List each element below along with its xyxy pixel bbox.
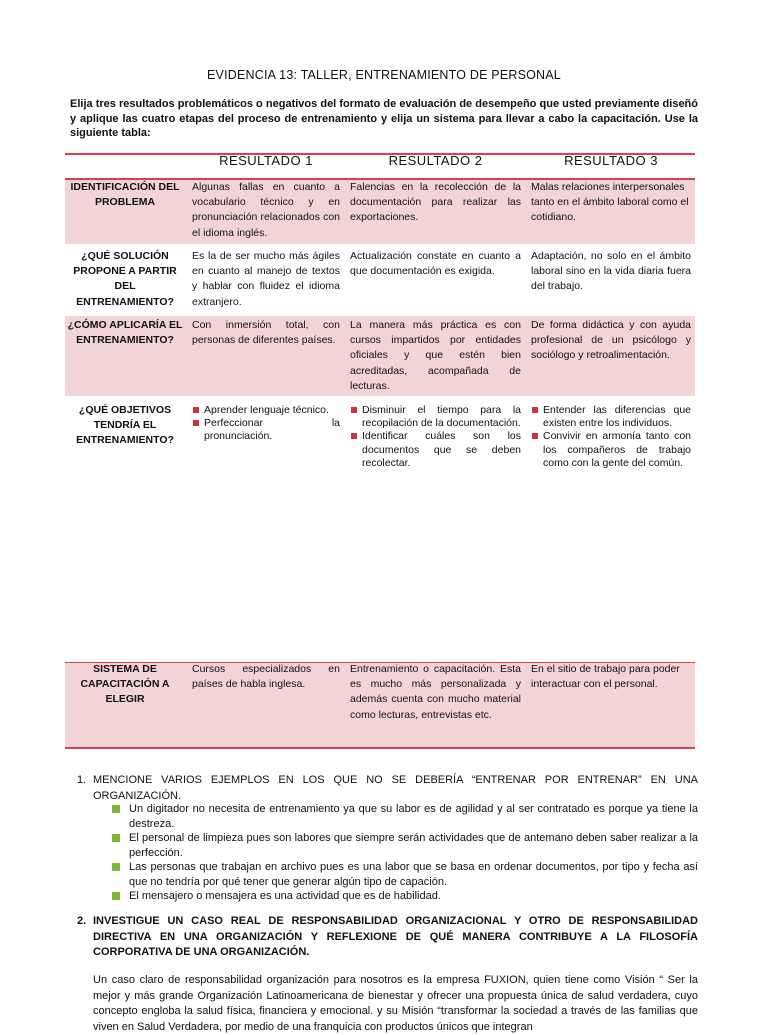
- objectives-cell: [192, 404, 340, 444]
- table-cell: Cursos especializados en países de habla inglesa.: [192, 663, 340, 691]
- table-cell: Algunas fallas en cuanto a vocabulario técnico y en pronunciación relacionados con el idioma inglés.: [192, 181, 340, 239]
- list-item: Un digitador no necesita de entrenamiento ya que su labor es de agilidad y al ser contratado es porque ya tiene la destreza.: [112, 802, 698, 831]
- question-text: MENCIONE VARIOS EJEMPLOS EN LOS QUE NO SE DEBERÍA “ENTRENAR POR ENTRENAR” EN UNA ORGANIZACIÓN.: [93, 774, 698, 802]
- row-label: ¿CÓMO APLICARÍA EL ENTRENAMIENTO?: [67, 319, 183, 347]
- list-item: Perfeccionar la pronunciación.: [192, 417, 340, 443]
- bullet-icon: [351, 407, 357, 413]
- table-cell: Actualización constate en cuanto a que documentación es exigida.: [350, 250, 521, 278]
- bullet-icon: [193, 407, 199, 413]
- list-item: Entender las diferencias que existen entre los individuos.: [531, 404, 691, 430]
- list-item: El personal de limpieza pues son labores que siempre serán actividades que de antemano deben saber realizar a la perfección.: [112, 831, 698, 860]
- bullet-icon: [112, 892, 120, 900]
- table-bottom-rule: [65, 747, 695, 749]
- list-item: Disminuir el tiempo para la recopilación de la documentación.: [350, 404, 521, 430]
- bullet-icon: [112, 834, 120, 842]
- table-cell: En el sitio de trabajo para poder interactuar con el personal.: [531, 663, 680, 691]
- row-label: SISTEMA DE CAPACITACIÓN A ELEGIR: [80, 663, 170, 706]
- row-label: ¿QUÉ SOLUCIÓN PROPONE A PARTIR DEL ENTRENAMIENTO?: [73, 250, 177, 308]
- list-item: El mensajero o mensajera es una actividad que es de habilidad.: [112, 889, 698, 904]
- row-label: ¿QUÉ OBJETIVOS TENDRÍA EL ENTRENAMIENTO?: [76, 404, 174, 447]
- column-header-1: RESULTADO 1: [219, 153, 313, 168]
- list-item: Aprender lenguaje técnico.: [192, 404, 340, 417]
- table-cell: Es la de ser mucho más ágiles en cuanto al manejo de textos y hablar con fluidez el idioma extranjero.: [192, 250, 340, 308]
- list-item: Las personas que trabajan en archivo pues es una labor que se basa en ordenar documentos, por tipo y fecha así que no tendría por qué tener que generar algún tipo de capación.: [112, 860, 698, 889]
- question-number: 1.: [77, 774, 87, 786]
- table-cell: Con inmersión total, con personas de diferentes países.: [192, 319, 340, 347]
- list-item: Identificar cuáles son los documentos que se deben recolectar.: [350, 430, 521, 470]
- bullet-icon: [351, 433, 357, 439]
- bullet-icon: [532, 407, 538, 413]
- table-cell: Entrenamiento o capacitación. Esta es mucho más personalizada y además cuenta con mucho material como lecturas, entrevistas etc.: [350, 663, 521, 721]
- answer-text: Un caso claro de responsabilidad organización para nosotros es la empresa FUXION, quien tiene como Visión “ Ser la mejor y más grande Organización Latinoamericana de bienestar y ofrecer una propuesta única de salud verdadera, cuyo concepto engloba la salud física, financiera y emocional. y su Misión “transformar la sociedad a través de las familias que viven en Salud Verdadera, por medio de una franquicia con productos únicos que integran: [93, 974, 698, 1033]
- table-cell: La manera más práctica es con cursos impartidos por entidades oficiales y que estén bien acreditadas, acompañada de lecturas.: [350, 319, 521, 392]
- list-item: Convivir en armonía tanto con los compañeros de trabajo como con la gente del común.: [531, 430, 691, 470]
- table-cell: Falencias en la recolección de la documentación para realizar las exportaciones.: [350, 181, 521, 224]
- objectives-cell: [350, 404, 521, 470]
- row-label: IDENTIFICACIÓN DEL PROBLEMA: [70, 181, 180, 209]
- bullet-icon: [532, 433, 538, 439]
- column-header-2: RESULTADO 2: [388, 153, 483, 168]
- objectives-cell: [531, 404, 691, 470]
- example-list: [112, 802, 698, 904]
- bullet-icon: [112, 805, 120, 813]
- bullet-icon: [112, 863, 120, 871]
- question-number: 2.: [77, 915, 87, 927]
- table-cell: Malas relaciones interpersonales tanto en el ámbito laboral como el cotidiano.: [531, 181, 689, 224]
- question-text: INVESTIGUE UN CASO REAL DE RESPONSABILIDAD ORGANIZACIONAL Y OTRO DE RESPONSABILIDAD DIRECTIVA EN UNA ORGANIZACIÓN Y REFLEXIONE DE QUÉ MANERA CONTRIBUYE A LA FILOSOFÍA CORPORATIVA DE UNA ORGANIZACIÓN.: [93, 915, 698, 958]
- table-cell: De forma didáctica y con ayuda profesional de un psicólogo y sociólogo y retroalimentación.: [531, 319, 691, 362]
- intro-text: Elija tres resultados problemáticos o negativos del formato de evaluación de desempeño que usted previamente diseñó y aplique las cuatro etapas del proceso de entrenamiento y elija un sistema para llevar a cabo la capacitación. Use la siguiente tabla:: [70, 98, 698, 139]
- table-cell: Adaptación, no solo en el ámbito laboral sino en la vida diaria fuera del trabajo.: [531, 250, 691, 293]
- document-title: EVIDENCIA 13: TALLER, ENTRENAMIENTO DE PERSONAL: [207, 68, 561, 82]
- column-header-3: RESULTADO 3: [564, 153, 658, 168]
- bullet-icon: [193, 420, 199, 426]
